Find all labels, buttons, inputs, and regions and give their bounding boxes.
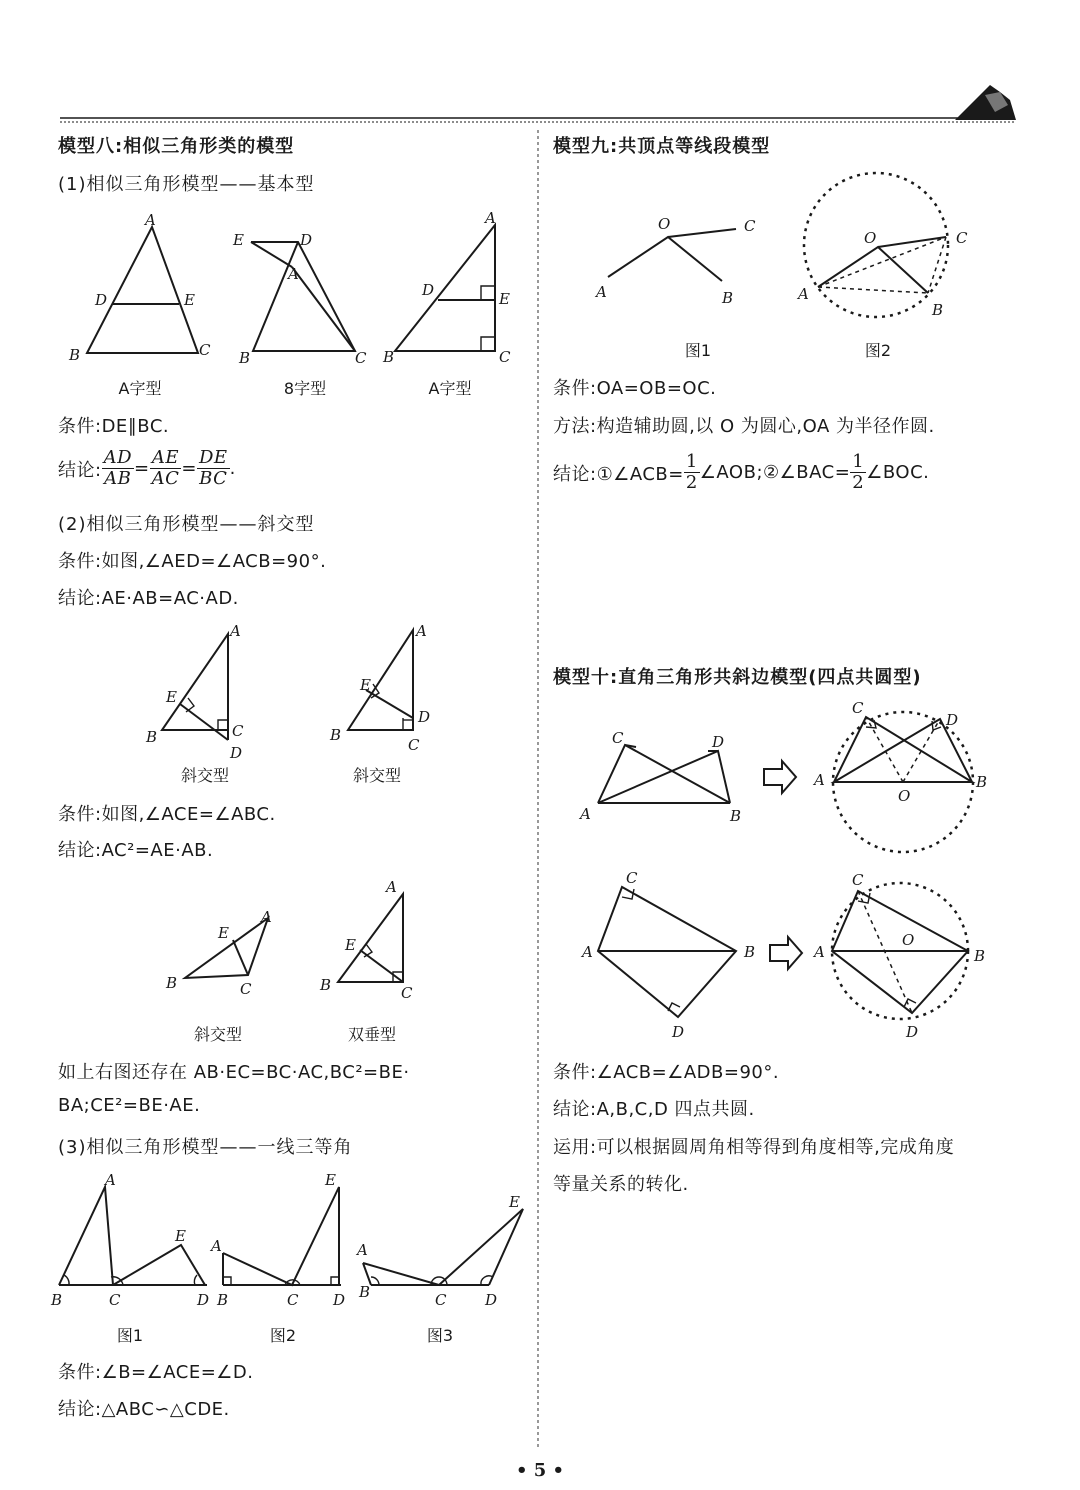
caption-oblique-2: 斜交型	[352, 766, 401, 785]
section-2b-condition: 条件:如图,∠ACE=∠ABC.	[58, 804, 276, 825]
header-rule	[0, 0, 1080, 130]
label-B: B	[976, 773, 988, 791]
label-B: B	[383, 348, 395, 366]
label-A: A	[485, 209, 496, 227]
section-2-conclusion: 结论:AE·AB=AC·AD.	[58, 588, 239, 609]
label-B: B	[166, 974, 178, 992]
basic-type-figures	[55, 205, 525, 405]
model-10-condition: 条件:∠ACB=∠ADB=90°.	[553, 1062, 780, 1083]
label-E: E	[325, 1171, 336, 1189]
label-B: B	[359, 1283, 371, 1301]
fraction-de-bc: $\frac{DE}{BC}$	[198, 447, 228, 489]
label-O: O	[864, 229, 877, 247]
label-E: E	[233, 231, 244, 249]
caption-fig-2-right: 图2	[864, 341, 892, 360]
label-C: C	[401, 984, 413, 1002]
section-2-title: (2)相似三角形模型——斜交型	[58, 514, 315, 535]
model-9-conclusion	[553, 452, 929, 493]
conclusion-part-2: ∠AOB;②∠BAC=	[699, 462, 851, 483]
page-number: • 5 •	[515, 1460, 565, 1481]
label-C: C	[499, 348, 511, 366]
label-E: E	[166, 688, 177, 706]
model-10-conclusion: 结论:A,B,C,D 四点共圆.	[553, 1099, 755, 1120]
caption-oblique-1: 斜交型	[180, 766, 229, 785]
label-E: E	[184, 291, 195, 309]
arrow-right-icon	[764, 761, 796, 793]
label-O: O	[902, 931, 915, 949]
label-A: A	[105, 1171, 116, 1189]
common-vertex-figures	[560, 165, 1000, 330]
label-B: B	[932, 301, 944, 319]
fraction-ad-ab: $\frac{AD}{AB}$	[103, 447, 133, 489]
section-3-condition: 条件:∠B=∠ACE=∠D.	[58, 1362, 254, 1383]
label-A: A	[261, 908, 272, 926]
label-D: D	[197, 1291, 210, 1309]
label-D: D	[418, 708, 431, 726]
model-10-usage-line2: 等量关系的转化.	[553, 1174, 689, 1195]
label-C: C	[109, 1291, 121, 1309]
caption-fig-1: 图1	[116, 1326, 144, 1345]
label-D: D	[300, 231, 313, 249]
section-2b-note-line1: 如上右图还存在 AB·EC=BC·AC,BC²=BE·	[58, 1062, 410, 1083]
label-E: E	[175, 1227, 186, 1245]
column-divider	[536, 130, 540, 1450]
label-C: C	[199, 341, 211, 359]
label-A: A	[814, 771, 825, 789]
label-D: D	[485, 1291, 498, 1309]
caption-8-type: 8字型	[283, 379, 327, 398]
label-E: E	[218, 924, 229, 942]
section-1-title: (1)相似三角形模型——基本型	[58, 174, 315, 195]
label-A: A	[230, 622, 241, 640]
oblique-type-figures-2	[160, 870, 460, 1010]
label-B: B	[239, 349, 251, 367]
label-A: A	[580, 805, 591, 823]
model-9-method: 方法:构造辅助圆,以 O 为圆心,OA 为半径作圆.	[553, 416, 935, 437]
section-3-title: (3)相似三角形模型——一线三等角	[58, 1137, 353, 1158]
label-C: C	[744, 217, 756, 235]
fraction-half: $\frac{1}{2}$	[852, 451, 865, 493]
caption-fig-3: 图3	[426, 1326, 454, 1345]
model-9-condition: 条件:OA=OB=OC.	[553, 378, 717, 399]
caption-a-type-1: A字型	[118, 379, 162, 398]
label-D: D	[95, 291, 108, 309]
caption-a-type-2: A字型	[428, 379, 472, 398]
label-B: B	[146, 728, 158, 746]
conclusion-part-1: 结论:①∠ACB=	[553, 463, 684, 485]
section-2b-note-line2: BA;CE²=BE·AE.	[58, 1095, 201, 1116]
label-B: B	[69, 346, 81, 364]
label-A: A	[582, 943, 593, 961]
label-C: C	[408, 736, 420, 754]
label-A: A	[416, 622, 427, 640]
label-A: A	[211, 1237, 222, 1255]
model-10-usage-line1: 运用:可以根据圆周角相等得到角度相等,完成角度	[553, 1137, 955, 1158]
label-C: C	[355, 349, 367, 367]
label-A: A	[357, 1241, 368, 1259]
label-D: D	[906, 1023, 919, 1041]
label-C: C	[287, 1291, 299, 1309]
fraction-half: $\frac{1}{2}$	[685, 451, 698, 493]
label-E: E	[360, 676, 371, 694]
model-10-title: 模型十:直角三角形共斜边模型(四点共圆型)	[553, 667, 922, 688]
label-B: B	[51, 1291, 63, 1309]
label-C: C	[240, 980, 252, 998]
one-line-three-angles-figures	[45, 1165, 535, 1315]
caption-fig-1-right: 图1	[684, 341, 712, 360]
label-C: C	[956, 229, 968, 247]
label-C: C	[612, 729, 624, 747]
arrow-right-icon	[770, 937, 802, 969]
label-D: D	[230, 744, 243, 760]
caption-oblique-3: 斜交型	[193, 1025, 242, 1044]
label-D: D	[712, 733, 725, 751]
section-1-conclusion	[58, 448, 236, 489]
label-C: C	[232, 722, 244, 740]
caption-fig-2: 图2	[269, 1326, 297, 1345]
label-E: E	[499, 290, 510, 308]
oblique-type-figures-1	[140, 620, 460, 760]
fraction-ae-ac: $\frac{AE}{AC}$	[151, 447, 180, 489]
model-8-title: 模型八:相似三角形类的模型	[58, 136, 295, 157]
label-B: B	[744, 943, 756, 961]
label-B: B	[730, 807, 742, 825]
label-A: A	[596, 283, 607, 301]
caption-double-perpendicular: 双垂型	[347, 1025, 396, 1044]
label-D: D	[946, 711, 959, 729]
section-3-conclusion: 结论:△ABC∽△CDE.	[58, 1399, 230, 1420]
conclusion-prefix: 结论:	[58, 459, 102, 481]
label-C: C	[435, 1291, 447, 1309]
header-mountain-icon	[955, 85, 1016, 120]
conclusion-part-3: ∠BOC.	[866, 462, 930, 483]
label-E: E	[345, 936, 356, 954]
label-A: A	[288, 265, 299, 283]
label-A: A	[145, 211, 156, 229]
label-D: D	[333, 1291, 346, 1309]
label-O: O	[658, 215, 671, 233]
label-B: B	[974, 947, 986, 965]
section-2-condition: 条件:如图,∠AED=∠ACB=90°.	[58, 551, 327, 572]
period: .	[229, 458, 236, 479]
label-B: B	[330, 726, 342, 744]
label-C: C	[852, 871, 864, 889]
label-C: C	[626, 869, 638, 887]
label-B: B	[320, 976, 332, 994]
model-9-title: 模型九:共顶点等线段模型	[553, 136, 771, 157]
label-B: B	[217, 1291, 229, 1309]
label-A: A	[814, 943, 825, 961]
section-2b-conclusion: 结论:AC²=AE·AB.	[58, 840, 214, 861]
equals-sign: =	[181, 458, 197, 479]
label-C: C	[852, 699, 864, 717]
label-A: A	[386, 878, 397, 896]
label-D: D	[672, 1023, 685, 1041]
equals-sign: =	[134, 458, 150, 479]
label-A: A	[798, 285, 809, 303]
label-D: D	[422, 281, 435, 299]
label-O: O	[898, 787, 911, 805]
section-1-condition: 条件:DE∥BC.	[58, 416, 170, 437]
four-points-concyclic-figures	[560, 695, 1020, 1045]
label-B: B	[722, 289, 734, 307]
label-E: E	[509, 1193, 520, 1211]
